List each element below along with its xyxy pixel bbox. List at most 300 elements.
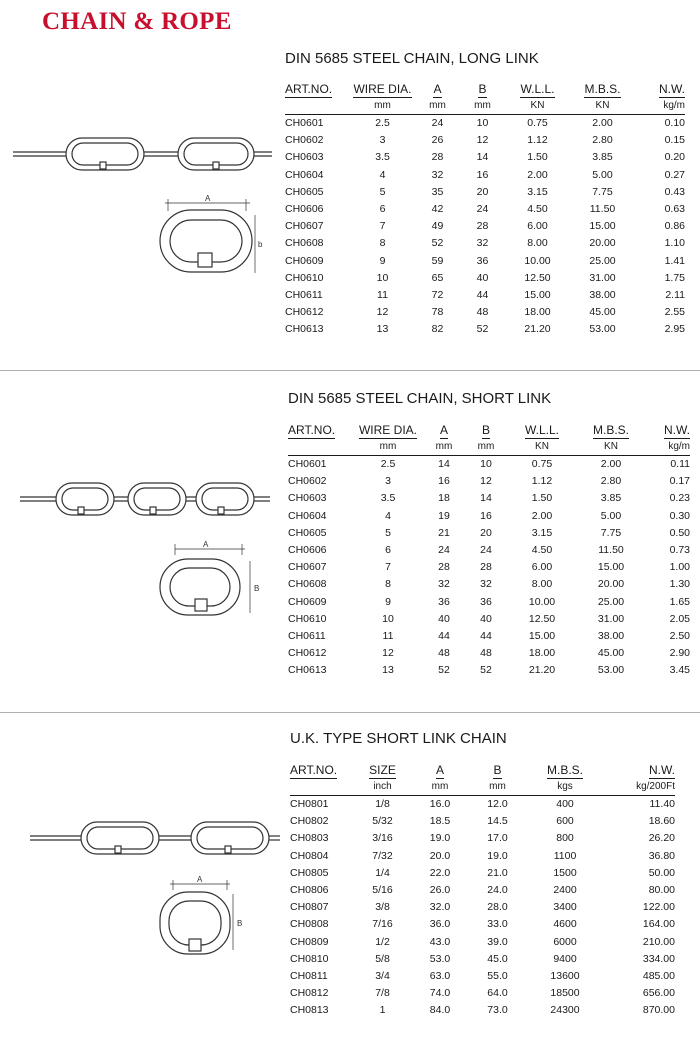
table-row: [288, 628, 690, 645]
value-cell: 1.12: [531, 475, 553, 488]
value-cell: 52: [438, 664, 450, 677]
value-cell: 72: [431, 289, 444, 302]
value-cell: 48: [480, 647, 492, 660]
value-cell: 2.11: [665, 289, 685, 302]
article-number-cell: CH0601: [288, 458, 327, 470]
header-cell: [415, 80, 460, 98]
article-number-cell: CH0812: [290, 987, 329, 1000]
value-cell: 1.50: [531, 492, 553, 505]
spec-table: [288, 421, 690, 680]
article-number-cell: CH0603: [285, 151, 324, 164]
header-cell: [645, 421, 690, 439]
unit-cell: kg/200Ft: [605, 779, 675, 796]
value-cell: 1/2: [375, 935, 390, 948]
article-number-cell: CH0602: [288, 475, 327, 488]
article-number-cell: CH0807: [290, 901, 329, 914]
table-row: [285, 321, 685, 338]
value-cell: 11.50: [589, 203, 616, 216]
value-cell: 10: [480, 458, 492, 470]
table-row: [285, 270, 685, 287]
header-cell: [505, 80, 570, 98]
article-number-cell: CH0610: [285, 271, 324, 284]
header-row: [290, 761, 675, 779]
table-row: [288, 645, 690, 662]
table-row: [290, 951, 675, 968]
unit-cell: [285, 98, 350, 115]
article-number-cell: CH0805: [290, 866, 329, 879]
value-cell: 0.73: [669, 544, 690, 557]
value-cell: 22.0: [429, 866, 451, 879]
value-cell: 0.63: [664, 203, 685, 216]
value-cell: 12.50: [528, 612, 556, 625]
value-cell: 17.0: [487, 832, 508, 845]
table-row: [290, 830, 675, 847]
value-cell: 14.5: [487, 815, 508, 828]
article-number-cell: CH0809: [290, 935, 329, 948]
header-cell: [605, 761, 675, 779]
article-number-cell: CH0612: [285, 306, 324, 319]
value-cell: 2.05: [669, 612, 690, 625]
value-cell: 0.11: [670, 458, 690, 470]
value-cell: 15.00: [589, 220, 616, 233]
value-cell: 0.50: [669, 526, 690, 539]
column-header: M.B.S.: [592, 423, 629, 437]
uk-chain-illustration: [25, 808, 285, 958]
article-number-cell: CH0607: [285, 220, 324, 233]
table-row: [290, 813, 675, 830]
article-number-cell: CH0611: [285, 289, 323, 302]
value-cell: 20.00: [589, 237, 616, 250]
value-cell: 2.50: [669, 630, 690, 643]
value-cell: 43.0: [429, 935, 451, 948]
column-header: ART.NO.: [285, 82, 333, 96]
value-cell: 5/8: [375, 952, 390, 965]
value-cell: 210.00: [642, 935, 675, 948]
table-row: [290, 882, 675, 899]
value-cell: 63.0: [429, 970, 451, 983]
value-cell: 25.00: [597, 595, 625, 608]
article-number-cell: CH0606: [288, 544, 327, 557]
value-cell: 3/4: [375, 970, 390, 983]
unit-cell: [290, 779, 355, 796]
value-cell: 38.00: [597, 630, 625, 643]
value-cell: 1500: [553, 866, 577, 879]
value-cell: 2.90: [669, 647, 690, 660]
dim-b-label: B: [237, 919, 243, 928]
column-header: B: [478, 82, 487, 96]
unit-cell: KN: [507, 439, 577, 456]
section-short-link: [0, 371, 700, 711]
table-row: [285, 218, 685, 235]
header-cell: [290, 761, 355, 779]
value-cell: 44: [480, 630, 492, 643]
article-number-cell: CH0602: [285, 134, 324, 147]
header-cell: [577, 421, 645, 439]
column-header: B: [493, 763, 502, 777]
unit-cell: [288, 439, 353, 456]
value-cell: 18.5: [429, 815, 451, 828]
value-cell: 15.00: [597, 561, 625, 574]
value-cell: 39.0: [487, 935, 508, 948]
value-cell: 53.00: [597, 664, 625, 677]
unit-cell: mm: [350, 98, 415, 115]
value-cell: 18.60: [648, 815, 675, 828]
table-row: [288, 490, 690, 507]
value-cell: 36: [438, 595, 450, 608]
value-cell: 2.80: [600, 475, 622, 488]
long-link-chain-illustration: [10, 125, 280, 275]
table-row: [290, 899, 675, 916]
value-cell: 12.0: [487, 798, 508, 810]
value-cell: 6.00: [527, 220, 548, 233]
header-cell: [570, 80, 635, 98]
value-cell: 3.85: [600, 492, 622, 505]
value-cell: 7.75: [600, 526, 622, 539]
value-cell: 45.00: [589, 306, 616, 319]
table-row: [288, 662, 690, 679]
column-header: M.B.S.: [546, 763, 583, 777]
article-number-cell: CH0801: [290, 798, 329, 810]
column-header: ART.NO.: [288, 423, 336, 437]
value-cell: 7/16: [372, 918, 393, 931]
value-cell: 0.75: [531, 458, 553, 470]
header-cell: [410, 761, 470, 779]
value-cell: 19: [438, 509, 450, 522]
dim-a-label: A: [203, 540, 209, 549]
table-row: [290, 865, 675, 882]
value-cell: 28: [476, 220, 489, 233]
article-number-cell: CH0606: [285, 203, 324, 216]
value-cell: 32: [476, 237, 489, 250]
value-cell: 3.5: [375, 151, 390, 164]
value-cell: 7/32: [372, 849, 393, 862]
table-row: [285, 149, 685, 166]
value-cell: 11: [382, 630, 394, 643]
value-cell: 4.50: [527, 203, 548, 216]
header-row: [285, 80, 685, 98]
unit-cell: kg/m: [635, 98, 685, 115]
unit-cell: mm: [415, 98, 460, 115]
article-number-cell: CH0601: [285, 117, 324, 129]
article-number-cell: CH0607: [288, 561, 327, 574]
value-cell: 26: [431, 134, 444, 147]
value-cell: 0.20: [664, 151, 685, 164]
value-cell: 15.00: [528, 630, 556, 643]
value-cell: 65: [431, 271, 444, 284]
value-cell: 1/4: [375, 866, 390, 879]
column-header: A: [439, 423, 448, 437]
value-cell: 26.0: [429, 884, 451, 897]
value-cell: 26.20: [648, 832, 675, 845]
value-cell: 40: [438, 612, 450, 625]
article-number-cell: CH0604: [285, 168, 324, 181]
table-row: [290, 968, 675, 985]
value-cell: 2.80: [592, 134, 613, 147]
value-cell: 1: [379, 1004, 386, 1017]
value-cell: 35: [431, 185, 444, 198]
value-cell: 55.0: [487, 970, 508, 983]
unit-cell: KN: [577, 439, 645, 456]
article-number-cell: CH0613: [285, 323, 324, 336]
header-cell: [355, 761, 410, 779]
value-cell: 78: [431, 306, 444, 319]
value-cell: 7: [379, 220, 386, 233]
value-cell: 10: [382, 612, 394, 625]
value-cell: 40: [476, 271, 489, 284]
value-cell: 50.00: [648, 866, 675, 879]
unit-cell: mm: [423, 439, 465, 456]
value-cell: 656.00: [642, 987, 675, 1000]
value-cell: 10.00: [528, 595, 556, 608]
value-cell: 42: [431, 203, 444, 216]
article-number-cell: CH0604: [288, 509, 327, 522]
value-cell: 18500: [550, 987, 580, 1000]
table-row: [285, 132, 685, 149]
value-cell: 2.00: [527, 168, 548, 181]
article-number-cell: CH0612: [288, 647, 327, 660]
spec-table: [290, 761, 675, 1020]
value-cell: 52: [476, 323, 489, 336]
header-cell: [635, 80, 685, 98]
article-number-cell: CH0806: [290, 884, 329, 897]
value-cell: 122.00: [642, 901, 675, 914]
article-number-cell: CH0804: [290, 849, 329, 862]
value-cell: 3: [385, 475, 391, 488]
value-cell: 13: [382, 664, 394, 677]
header-row: [288, 421, 690, 439]
value-cell: 36: [480, 595, 492, 608]
value-cell: 48: [476, 306, 489, 319]
value-cell: 4: [379, 168, 386, 181]
unit-cell: inch: [355, 779, 410, 796]
column-header: ART.NO.: [290, 763, 338, 777]
value-cell: 1.65: [669, 595, 690, 608]
value-cell: 9400: [553, 952, 577, 965]
table-row: [288, 576, 690, 593]
value-cell: 870.00: [642, 1004, 675, 1017]
value-cell: 28: [480, 561, 492, 574]
value-cell: 2.00: [592, 117, 613, 129]
value-cell: 18.00: [524, 306, 551, 319]
column-header: WIRE DIA.: [353, 82, 412, 96]
value-cell: 16: [438, 475, 450, 488]
value-cell: 3.5: [380, 492, 396, 505]
value-cell: 12: [376, 306, 389, 319]
value-cell: 24300: [550, 1004, 580, 1017]
value-cell: 16: [480, 509, 492, 522]
value-cell: 1.50: [527, 151, 548, 164]
value-cell: 45.00: [597, 647, 625, 660]
value-cell: 800: [556, 832, 574, 845]
table-row: [288, 594, 690, 611]
article-number-cell: CH0803: [290, 832, 329, 845]
table-row: [288, 473, 690, 490]
value-cell: 6: [385, 544, 391, 557]
value-cell: 20.00: [597, 578, 625, 591]
header-cell: [470, 761, 525, 779]
value-cell: 32: [480, 578, 492, 591]
spec-table: [285, 80, 685, 339]
value-cell: 0.27: [664, 168, 685, 181]
value-cell: 20.0: [429, 849, 451, 862]
value-cell: 0.75: [527, 117, 548, 129]
column-header: SIZE: [369, 763, 396, 777]
table-row: [290, 934, 675, 951]
value-cell: 13600: [550, 970, 580, 983]
value-cell: 1.10: [664, 237, 685, 250]
table-row: [290, 985, 675, 1002]
value-cell: 7/8: [375, 987, 390, 1000]
value-cell: 3400: [553, 901, 577, 914]
article-number-cell: CH0610: [288, 612, 327, 625]
value-cell: 16.0: [429, 798, 451, 810]
value-cell: 80.00: [648, 884, 675, 897]
value-cell: 19.0: [429, 832, 451, 845]
value-cell: 8: [385, 578, 391, 591]
column-header: M.B.S.: [584, 82, 621, 96]
value-cell: 3/16: [372, 832, 393, 845]
value-cell: 24: [480, 544, 492, 557]
value-cell: 400: [556, 798, 574, 810]
value-cell: 1.75: [664, 271, 685, 284]
value-cell: 1/8: [375, 798, 390, 810]
value-cell: 0.43: [664, 185, 685, 198]
value-cell: 14: [480, 492, 492, 505]
value-cell: 0.15: [664, 134, 685, 147]
article-number-cell: CH0609: [285, 254, 324, 267]
value-cell: 9: [379, 254, 386, 267]
section-title: DIN 5685 STEEL CHAIN, LONG LINK: [285, 50, 539, 67]
value-cell: 10: [376, 271, 389, 284]
short-link-chain-illustration: [10, 471, 280, 621]
value-cell: 21.0: [487, 866, 508, 879]
header-cell: [460, 80, 505, 98]
value-cell: 21: [438, 526, 450, 539]
value-cell: 38.00: [589, 289, 616, 302]
unit-row: [290, 779, 675, 796]
value-cell: 44: [438, 630, 450, 643]
value-cell: 4: [385, 509, 391, 522]
value-cell: 14: [476, 151, 489, 164]
value-cell: 1.41: [664, 254, 685, 267]
value-cell: 12: [480, 475, 492, 488]
value-cell: 6: [379, 203, 386, 216]
value-cell: 45.0: [487, 952, 508, 965]
value-cell: 24: [431, 117, 444, 129]
unit-row: [288, 439, 690, 456]
value-cell: 82: [431, 323, 444, 336]
value-cell: 0.23: [669, 492, 690, 505]
unit-row: [285, 98, 685, 115]
value-cell: 3.85: [592, 151, 613, 164]
value-cell: 2400: [553, 884, 577, 897]
table-row: [285, 235, 685, 252]
table-row: [288, 508, 690, 525]
value-cell: 1.12: [527, 134, 548, 147]
table-row: [285, 184, 685, 201]
value-cell: 2.55: [664, 306, 685, 319]
dim-a-label: A: [197, 875, 203, 884]
article-number-cell: CH0611: [288, 630, 326, 643]
value-cell: 0.30: [669, 509, 690, 522]
column-header: N.W.: [659, 82, 685, 96]
value-cell: 20: [476, 185, 489, 198]
table-row: [288, 611, 690, 628]
table-row: [285, 304, 685, 321]
value-cell: 52: [431, 237, 444, 250]
value-cell: 8: [379, 237, 386, 250]
value-cell: 36.0: [429, 918, 451, 931]
column-header: W.L.L.: [520, 82, 555, 96]
brand-title: CHAIN & ROPE: [42, 8, 232, 35]
value-cell: 44: [476, 289, 489, 302]
unit-cell: KN: [505, 98, 570, 115]
value-cell: 15.00: [524, 289, 551, 302]
value-cell: 84.0: [429, 1004, 451, 1017]
value-cell: 1.30: [669, 578, 690, 591]
unit-cell: mm: [470, 779, 525, 796]
table-row: [290, 848, 675, 865]
value-cell: 0.86: [664, 220, 685, 233]
table-row: [288, 456, 690, 474]
value-cell: 25.00: [589, 254, 616, 267]
value-cell: 6.00: [531, 561, 553, 574]
value-cell: 31.00: [597, 612, 625, 625]
table-row: [288, 525, 690, 542]
article-number-cell: CH0613: [288, 664, 327, 677]
header-cell: [423, 421, 465, 439]
value-cell: 11.40: [649, 798, 675, 810]
value-cell: 2.5: [380, 458, 396, 470]
value-cell: 4600: [553, 918, 577, 931]
value-cell: 49: [431, 220, 444, 233]
value-cell: 5: [385, 526, 391, 539]
article-number-cell: CH0802: [290, 815, 329, 828]
article-number-cell: CH0605: [288, 526, 327, 539]
dim-b-label: B: [254, 584, 260, 593]
value-cell: 74.0: [429, 987, 451, 1000]
value-cell: 18: [438, 492, 450, 505]
table-row: [288, 542, 690, 559]
value-cell: 10: [476, 117, 489, 129]
value-cell: 40: [480, 612, 492, 625]
column-header: B: [481, 423, 490, 437]
value-cell: 0.10: [664, 117, 685, 129]
unit-cell: kgs: [525, 779, 605, 796]
value-cell: 10.00: [524, 254, 551, 267]
column-header: A: [435, 763, 444, 777]
value-cell: 5.00: [592, 168, 613, 181]
value-cell: 32: [431, 168, 444, 181]
header-cell: [507, 421, 577, 439]
unit-cell: KN: [570, 98, 635, 115]
value-cell: 11.50: [598, 544, 624, 557]
article-number-cell: CH0808: [290, 918, 329, 931]
article-number-cell: CH0810: [290, 952, 329, 965]
unit-cell: mm: [353, 439, 423, 456]
value-cell: 2.00: [600, 458, 622, 470]
value-cell: 24: [438, 544, 450, 557]
header-cell: [525, 761, 605, 779]
value-cell: 3.15: [531, 526, 553, 539]
value-cell: 3: [379, 134, 386, 147]
value-cell: 5/32: [372, 815, 393, 828]
value-cell: 2.5: [375, 117, 390, 129]
value-cell: 48: [438, 647, 450, 660]
article-number-cell: CH0811: [290, 970, 328, 983]
value-cell: 4.50: [531, 544, 553, 557]
value-cell: 33.0: [487, 918, 508, 931]
